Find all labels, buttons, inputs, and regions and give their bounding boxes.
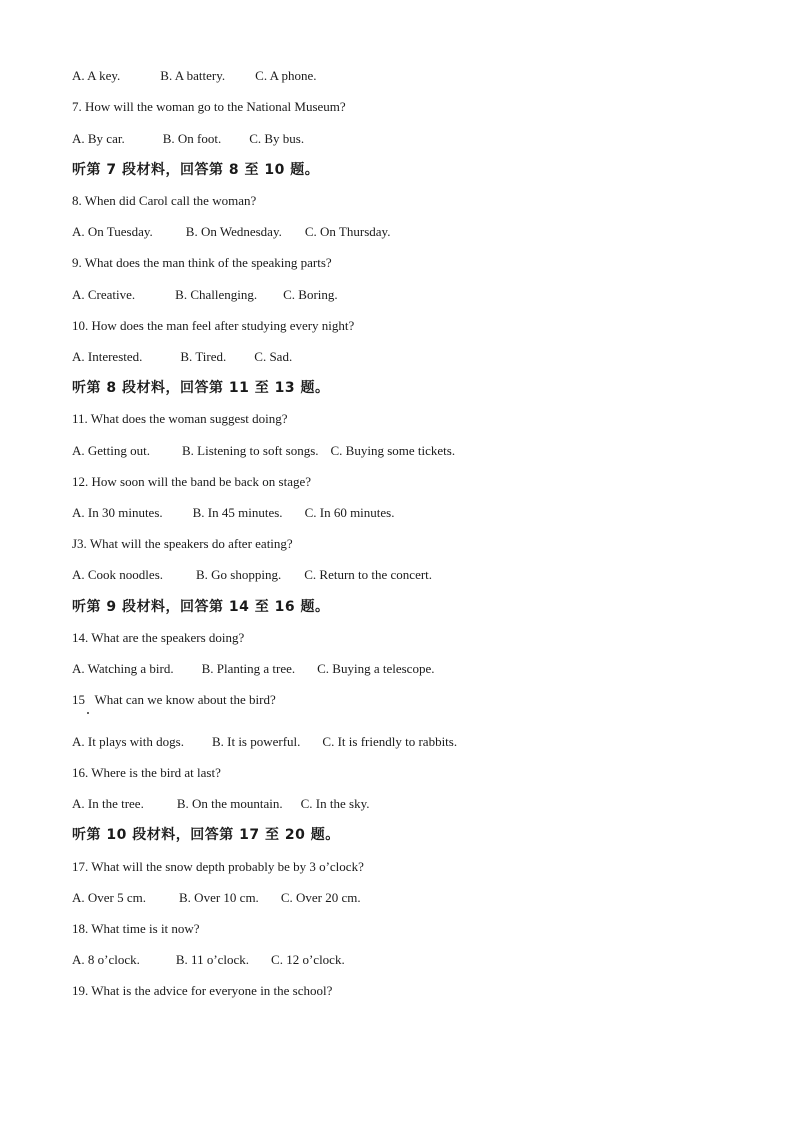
- option-a: A. A key.: [72, 68, 121, 83]
- option-b: B. On foot.: [162, 131, 222, 146]
- question-17: 17. What will the snow depth probably be by 3 o’clock?: [72, 859, 364, 874]
- option-a: A. On Tuesday.: [72, 224, 153, 239]
- option-a: A. Interested.: [72, 349, 143, 364]
- option-b: B. Listening to soft songs.: [182, 443, 319, 458]
- answer-options: [72, 567, 432, 583]
- option-a: A. Over 5 cm.: [72, 890, 147, 905]
- option-c: C. It is friendly to rabbits.: [322, 734, 458, 749]
- question-11: 11. What does the woman suggest doing?: [72, 411, 288, 426]
- stray-dot-mark: [87, 712, 89, 714]
- question-9: 9. What does the man think of the speaking parts?: [72, 255, 332, 270]
- option-b: B. 11 o’clock.: [175, 952, 250, 967]
- section-heading: 听第 7 段材料，回答第 8 至 10 题。: [72, 162, 320, 178]
- option-b: B. Go shopping.: [196, 567, 282, 582]
- answer-options: [72, 287, 338, 303]
- answer-options: [72, 443, 455, 459]
- option-c: C. 12 o’clock.: [271, 952, 345, 967]
- option-b: B. It is powerful.: [211, 734, 301, 749]
- option-a: A. Getting out.: [72, 443, 150, 458]
- answer-options: [72, 68, 317, 84]
- section-heading: 听第 8 段材料，回答第 11 至 13 题。: [72, 380, 330, 396]
- answer-options: [72, 505, 394, 521]
- section-heading: 听第 10 段材料，回答第 17 至 20 题。: [72, 827, 340, 843]
- question-10: 10. How does the man feel after studying every night?: [72, 318, 355, 333]
- option-b: B. On the mountain.: [176, 796, 283, 811]
- question-7: 7. How will the woman go to the National Museum?: [72, 99, 346, 114]
- option-b: B. Planting a tree.: [201, 661, 296, 676]
- option-c: C. Buying some tickets.: [330, 443, 456, 458]
- option-b: B. Tired.: [180, 349, 227, 364]
- option-c: C. Over 20 cm.: [280, 890, 361, 905]
- answer-options: [72, 349, 292, 365]
- option-c: C. Return to the concert.: [304, 567, 433, 582]
- option-b: B. On Wednesday.: [185, 224, 282, 239]
- answer-options: [72, 952, 345, 968]
- option-b: B. In 45 minutes.: [192, 505, 283, 520]
- question-16: 16. Where is the bird at last?: [72, 765, 221, 780]
- question-12: 12. How soon will the band be back on stage?: [72, 474, 312, 489]
- answer-options: [72, 661, 434, 677]
- option-a: A. In 30 minutes.: [72, 505, 163, 520]
- option-c: C. A phone.: [255, 68, 317, 83]
- option-c: C. In 60 minutes.: [304, 505, 395, 520]
- option-a: A. In the tree.: [72, 796, 144, 811]
- option-c: C. Buying a telescope.: [317, 661, 435, 676]
- option-c: C. Sad.: [254, 349, 293, 364]
- answer-options: [72, 796, 370, 812]
- option-a: A. 8 o’clock.: [72, 952, 140, 967]
- option-a: A. Cook noodles.: [72, 567, 163, 582]
- question-8: 8. When did Carol call the woman?: [72, 193, 257, 208]
- question-19: 19. What is the advice for everyone in the school?: [72, 983, 333, 998]
- answer-options: [72, 224, 390, 240]
- option-b: B. Over 10 cm.: [179, 890, 259, 905]
- question-13: J3. What will the speakers do after eating?: [72, 536, 293, 551]
- section-heading: 听第 9 段材料，回答第 14 至 16 题。: [72, 599, 330, 615]
- option-c: C. By bus.: [249, 131, 305, 146]
- question-18: 18. What time is it now?: [72, 921, 200, 936]
- answer-options: [72, 131, 304, 147]
- option-a: A. Creative.: [72, 287, 136, 302]
- option-c: C. Boring.: [283, 287, 338, 302]
- option-a: A. It plays with dogs.: [72, 734, 184, 749]
- answer-options: [72, 890, 361, 906]
- option-a: A. Watching a bird.: [72, 661, 174, 676]
- option-a: A. By car.: [72, 131, 125, 146]
- option-b: B. A battery.: [160, 68, 226, 83]
- option-b: B. Challenging.: [175, 287, 258, 302]
- question-15: 15 What can we know about the bird?: [72, 692, 276, 707]
- option-c: C. In the sky.: [300, 796, 370, 811]
- question-14: 14. What are the speakers doing?: [72, 630, 245, 645]
- option-c: C. On Thursday.: [304, 224, 391, 239]
- answer-options: [72, 734, 457, 750]
